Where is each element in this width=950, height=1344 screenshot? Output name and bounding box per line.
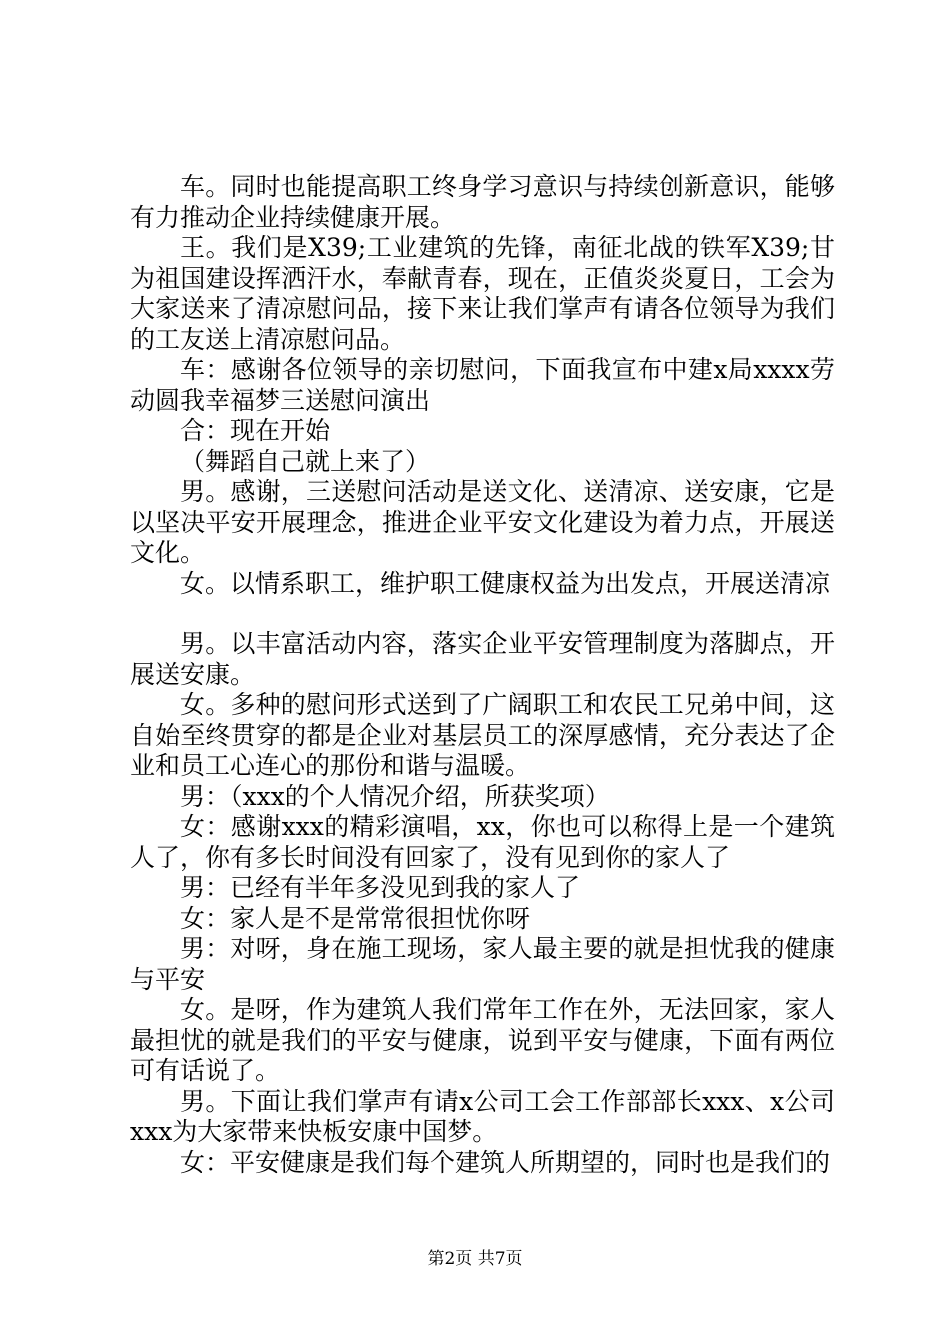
paragraph: 男：（xxx的个人情况介绍，所获奖项） [180, 781, 610, 811]
paragraph: 合：现在开始 [180, 416, 331, 445]
paragraph: 男：已经有半年多没见到我的家人了 [180, 873, 581, 902]
body-text [130, 172, 835, 1178]
paragraph: 男：对呀，身在施工现场，家人最主要的就是担忧我的健康与平安 [130, 934, 835, 994]
paragraph: 女。是呀，作为建筑人我们常年工作在外，无法回家，家人最担忧的就是我们的平安与健康，说到平安与健康，下面有两位可有话说了。 [130, 995, 835, 1085]
paragraph: 男。感谢，三送慰问活动是送文化、送清凉、送安康，它是以坚决平安开展理念，推进企业平安文化建设为着力点，开展送文化。 [130, 477, 835, 567]
paragraph: 女。多种的慰问形式送到了广阔职工和农民工兄弟中间，这自始至终贯穿的都是企业对基层员工的深厚感情，充分表达了企业和员工心连心的那份和谐与温暖。 [130, 690, 835, 780]
paragraph: 车：感谢各位领导的亲切慰问，下面我宣布中建x局xxxx劳动圆我幸福梦三送慰问演出 [130, 355, 835, 415]
page-footer: 第2页 共7页 [427, 1249, 523, 1269]
paragraph: 男。下面让我们掌声有请x公司工会工作部部长xxx、x公司xxx为大家带来快板安康中国梦。 [130, 1086, 835, 1146]
paragraph: 女：感谢xxx的精彩演唱，xx，你也可以称得上是一个建筑人了，你有多长时间没有回家了，没有见到你的家人了 [130, 812, 835, 872]
paragraph: 女：平安健康是我们每个建筑人所期望的，同时也是我们的 [180, 1147, 831, 1177]
paragraph: （舞蹈自己就上来了） [180, 446, 431, 476]
paragraph: 王。我们是X39;工业建筑的先锋，南征北战的铁军X39;甘为祖国建设挥洒汗水，奉献青春，现在，正值炎炎夏日，工会为大家送来了清凉慰问品，接下来让我们掌声有请各位领导为我们的工友送上清凉慰问品。 [130, 233, 835, 354]
paragraph-gap [130, 599, 835, 629]
paragraph: 男。以丰富活动内容，落实企业平安管理制度为落脚点，开展送安康。 [130, 629, 835, 689]
paragraph: 女。以情系职工，维护职工健康权益为出发点，开展送清凉 [180, 568, 831, 598]
paragraph: 女：家人是不是常常很担忧你呀 [180, 903, 531, 933]
paragraph: 车。同时也能提高职工终身学习意识与持续创新意识，能够有力推动企业持续健康开展。 [130, 172, 835, 232]
